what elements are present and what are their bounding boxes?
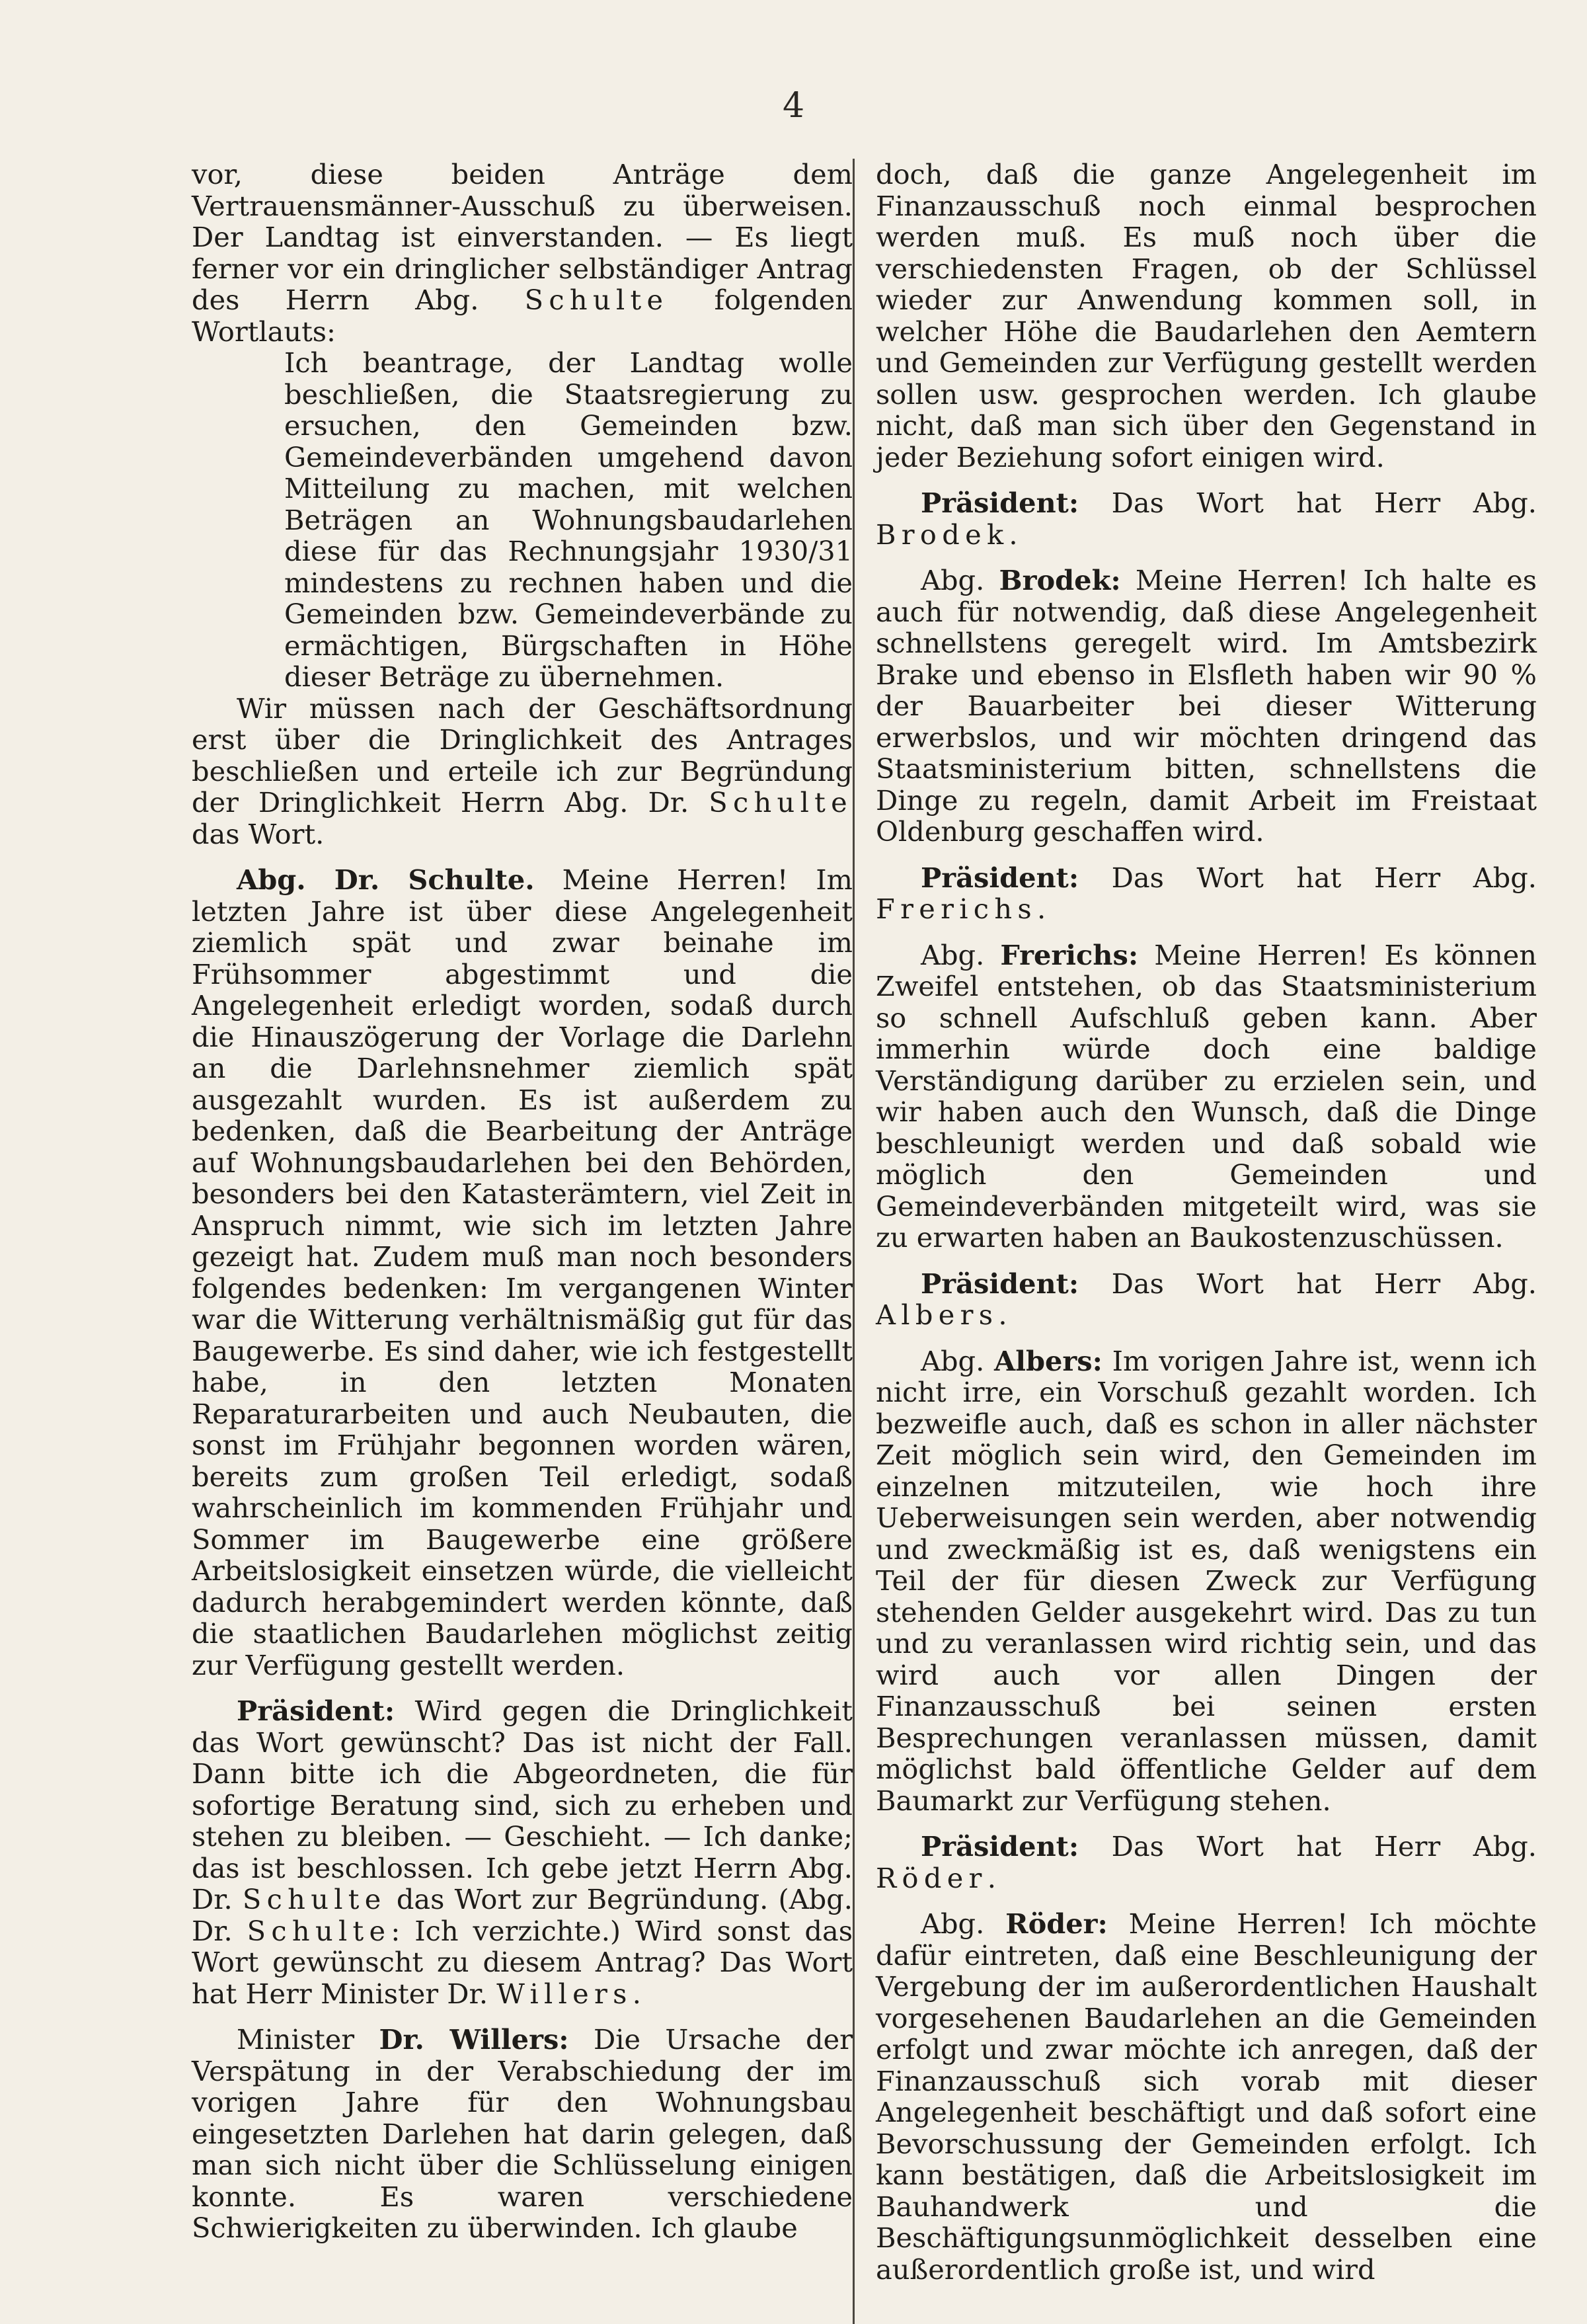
speech: Präsident: Wird gegen die Dringlichkeit das Wort gewünscht? Das ist nicht der Fall. Dann bitte ich die Abgeordneten, die für sofortige Beratung sind, sich zu erheben und stehen zu bleiben. — Geschieht. — Ich danke; das ist beschlossen. Ich gebe jetzt Herrn Abg. Dr. Schulte das Wort zur Begründung. (Abg. Dr. Schulte: Ich verzichte.) Wird sonst das Wort gewünscht zu diesem Antrag? Das Wort hat Herr Minister Dr. Willers. bbox=[192, 1695, 853, 2010]
speaker-name: Schulte bbox=[524, 284, 669, 316]
speaker-label: Frerichs: bbox=[1000, 938, 1139, 971]
speaker-label: Röder: bbox=[1005, 1907, 1108, 1940]
speech: Präsident: Das Wort hat Herr Abg. Frerichs. bbox=[876, 861, 1537, 925]
speaker-label: Dr. Willers: bbox=[379, 2023, 569, 2056]
speech: Abg. Brodek: Meine Herren! Ich halte es auch für notwendig, daß diese Angelegenheit schnellstens geregelt wird. Im Amtsbezirk Brake und ebenso in Elsfleth haben wir 90 % der Bauarbeiter bei dieser Witterung erwerbslos, und wir möchten dringend das Staatsministerium bitten, schnellstens die Dinge zu regeln, damit Arbeit im Freistaat Oldenburg geschaffen wird. bbox=[876, 564, 1537, 848]
speech: Minister Dr. Willers: Die Ursache der Verspätung in der Verabschiedung der im vorigen Jahre für den Wohnungsbau eingesetzten Darlehen hat darin gelegen, daß man sich nicht über die Schlüsselung einigen konnte. Es waren verschiedene Schwierigkeiten zu überwinden. Ich glaube bbox=[192, 2023, 853, 2244]
speaker-label: Präsident: bbox=[921, 1830, 1079, 1863]
speech: Präsident: Das Wort hat Herr Abg. Röder. bbox=[876, 1830, 1537, 1894]
speech: Präsident: Das Wort hat Herr Abg. Albers. bbox=[876, 1267, 1537, 1331]
speaker-label: Abg. Dr. Schulte. bbox=[237, 863, 535, 896]
speaker-name: Schulte bbox=[247, 1914, 391, 1947]
speaker-name: Willers bbox=[496, 1977, 633, 2010]
speaker-label: Brodek: bbox=[999, 564, 1121, 596]
speaker-name: Schulte bbox=[709, 786, 853, 819]
speaker-label: Präsident: bbox=[237, 1695, 395, 1727]
speaker-name: Brodek bbox=[876, 518, 1009, 551]
speaker-name: Albers bbox=[876, 1299, 999, 1331]
speaker-label: Albers: bbox=[994, 1344, 1103, 1377]
speech: Abg. Frerichs: Meine Herren! Es können Zweifel entstehen, ob das Staatsministerium so schnell Aufschluß geben kann. Aber immerhin würde doch eine baldige Verständigung darüber zu erzielen sein, und wir haben auch den Wunsch, daß die Dinge beschleunigt werden und daß sobald wie möglich den Gemeinden und Gemeindeverbänden mitgeteilt wird, was sie zu erwarten haben an Baukostenzuschüssen. bbox=[876, 938, 1537, 1254]
speaker-label: Präsident: bbox=[921, 1267, 1079, 1300]
speaker-label: Präsident: bbox=[921, 487, 1079, 519]
motion-quote: Ich beantrage, der Landtag wolle beschließen, die Staatsregierung zu ersuchen, den Gemeinden bzw. Gemeindeverbänden umgehend davon Mitteilung zu machen, mit welchen Beträgen an Wohnungsbaudarlehen diese für das Rechnungsjahr 1930/31 mindestens zu rechnen haben und die Gemeinden bzw. Gemeindeverbände zu ermächtigen, Bürgschaften in Höhe dieser Beträge zu übernehmen. bbox=[284, 346, 853, 693]
right-column bbox=[876, 159, 1537, 2285]
paragraph: doch, daß die ganze Angelegenheit im Finanzausschuß noch einmal besprochen werden muß. Es muß noch über die verschiedensten Fragen, ob der Schlüssel wieder zur Anwendung kommen soll, in welcher Höhe die Baudarlehen den Aemtern und Gemeinden zur Verfügung gestellt werden sollen usw. gesprochen werden. Ich glaube nicht, daß man sich über den Gegenstand in jeder Beziehung sofort einigen wird. bbox=[876, 158, 1537, 473]
page-number: 4 bbox=[782, 86, 805, 126]
speech: Abg. Dr. Schulte. Meine Herren! Im letzten Jahre ist über diese Angelegenheit ziemlich spät und zwar beinahe im Frühsommer abgestimmt und die Angelegenheit erledigt worden, sodaß durch die Hinauszögerung der Vorlage die Darlehn an die Darlehnsnehmer ziemlich spät ausgezahlt wurden. Es ist außerdem zu bedenken, daß die Bearbeitung der Anträge auf Wohnungsbaudarlehen bei den Behörden, besonders bei den Katasterämtern, viel Zeit in Anspruch nimmt, wie sich im letzten Jahre gezeigt hat. Zudem muß man noch besonders folgendes bedenken: Im vergangenen Winter war die Witterung verhältnismäßig gut für das Baugewerbe. Es sind daher, wie ich festgestellt habe, in den letzten Monaten Reparaturarbeiten und auch Neubauten, die sonst im Frühjahr begonnen worden wären, bereits zum großen Teil erledigt, sodaß wahrscheinlich im kommenden Frühjahr und Sommer im Baugewerbe eine größere Arbeitslosigkeit einsetzen würde, die vielleicht dadurch herabgemindert werden könnte, daß die staatlichen Baudarlehen möglichst zeitig zur Verfügung gestellt werden. bbox=[192, 863, 853, 1681]
paragraph: vor, diese beiden Anträge dem Vertrauensmänner-Ausschuß zu überweisen. Der Landtag ist einverstanden. — Es liegt ferner vor ein dringlicher selbständiger Antrag des Herrn Abg. Schulte folgenden Wortlauts: bbox=[192, 158, 853, 348]
speech: Präsident: Das Wort hat Herr Abg. Brodek. bbox=[876, 487, 1537, 551]
speaker-label: Präsident: bbox=[921, 861, 1079, 894]
speaker-name: Schulte bbox=[242, 1883, 387, 1915]
speech: Abg. Röder: Meine Herren! Ich möchte dafür eintreten, daß eine Beschleunigung der Vergebung der im außerordentlichen Haushalt vorgesehenen Baudarlehen an die Gemeinden erfolgt und zwar möchte ich anregen, daß der Finanzausschuß sich vorab mit dieser Angelegenheit beschäftigt und daß sofort eine Bevorschussung der Gemeinden erfolgt. Ich kann bestätigen, daß die Arbeitslosigkeit im Bauhandwerk und die Beschäftigungsunmöglichkeit desselben eine außerordentlich große ist, und wird bbox=[876, 1907, 1537, 2286]
paragraph: Wir müssen nach der Geschäftsordnung erst über die Dringlichkeit des Antrages beschließen und erteile ich zur Begründung der Dringlichkeit Herrn Abg. Dr. Schulte das Wort. bbox=[192, 692, 853, 850]
column-divider bbox=[853, 159, 855, 2324]
left-column bbox=[192, 159, 853, 2244]
speaker-name: Röder bbox=[876, 1861, 987, 1894]
speaker-name: Frerichs bbox=[876, 893, 1037, 925]
speech: Abg. Albers: Im vorigen Jahre ist, wenn ich nicht irre, ein Vorschuß gezahlt worden. Ich bezweifle auch, daß es schon in aller nächster Zeit möglich sein wird, den Gemeinden im einzelnen mitzuteilen, wie hoch ihre Ueberweisungen sein werden, aber notwendig und zweckmäßig ist es, daß wenigstens ein Teil der für diesen Zweck zur Verfügung stehenden Gelder ausgekehrt wird. Das zu tun und zu veranlassen wird richtig sein, und das wird auch vor allen Dingen der Finanzausschuß bei seinen ersten Besprechungen veranlassen müssen, damit möglichst bald öffentliche Gelder auf dem Baumarkt zur Verfügung stehen. bbox=[876, 1344, 1537, 1817]
